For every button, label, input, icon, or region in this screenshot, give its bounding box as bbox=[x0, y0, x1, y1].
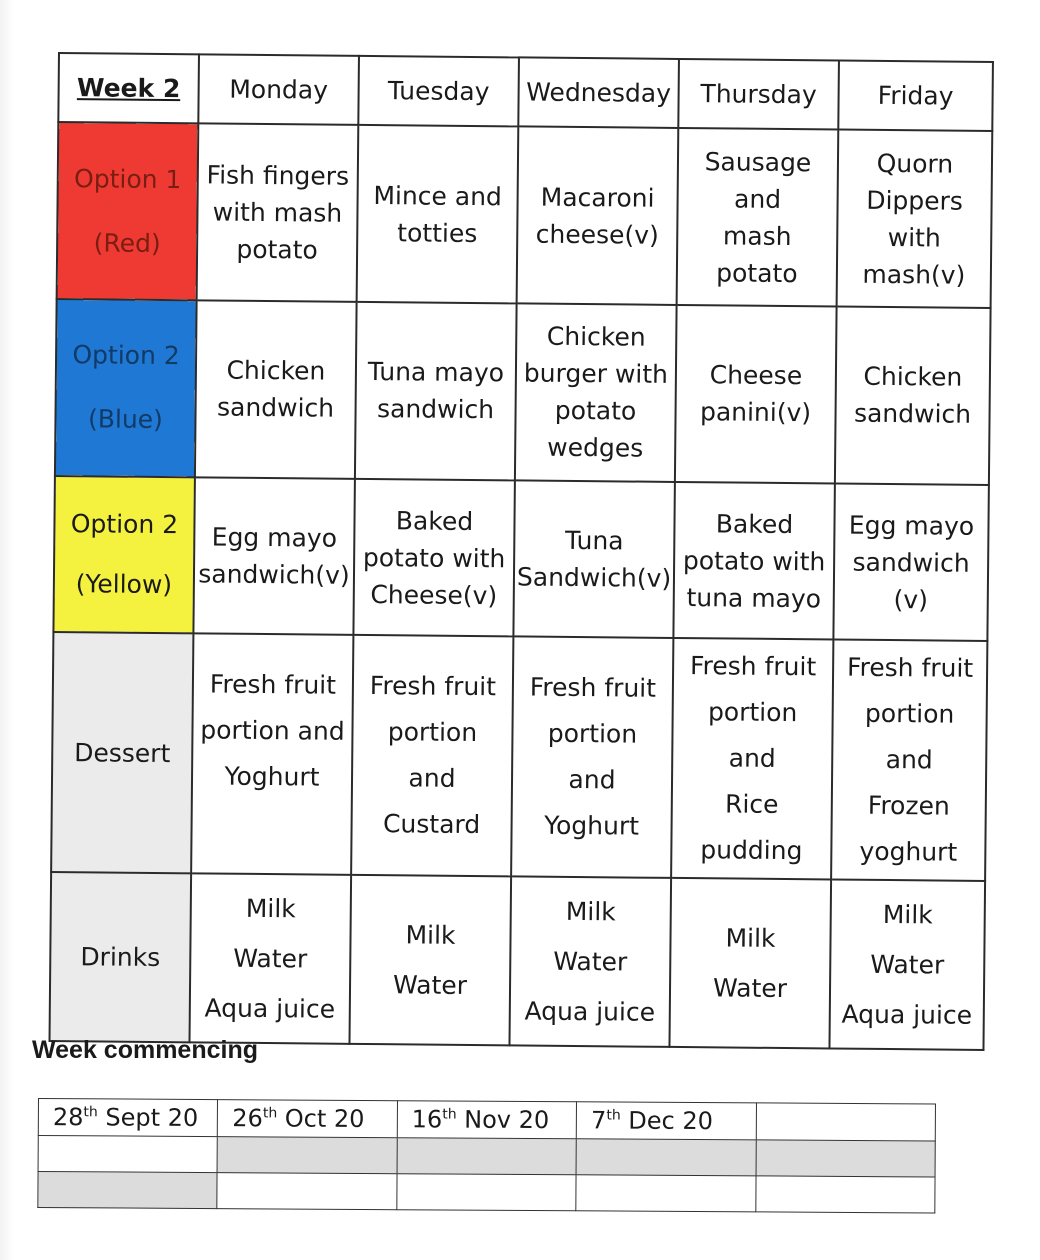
row-label: Option 2 (Blue) bbox=[72, 340, 180, 435]
date-suffix: th bbox=[606, 1107, 621, 1124]
blank-cell bbox=[576, 1139, 756, 1176]
date-rest: Oct 20 bbox=[277, 1104, 365, 1133]
menu-cell bbox=[195, 300, 357, 478]
row-label: Option 2 (Yellow) bbox=[70, 509, 179, 600]
meal-text: Cheese panini(v) bbox=[699, 360, 812, 428]
drinks-text: Milk Water bbox=[712, 923, 788, 1003]
blank-cell bbox=[397, 1138, 577, 1175]
meal-text: Mince and totties bbox=[373, 180, 503, 248]
dessert-text: Fresh fruit portion and Rice pudding bbox=[689, 651, 817, 866]
date-cell bbox=[576, 1102, 756, 1140]
date-rest: Nov 20 bbox=[456, 1105, 550, 1135]
menu-cell bbox=[353, 479, 514, 637]
meal-text: Tuna Sandwich(v) bbox=[516, 525, 672, 594]
day-label: Thursday bbox=[700, 79, 817, 110]
day-label: Monday bbox=[229, 74, 329, 105]
week-commencing-table-wrapper bbox=[37, 1098, 936, 1213]
date-day: 26 bbox=[232, 1104, 263, 1133]
blank-row bbox=[38, 1136, 935, 1177]
drinks-text: Milk Water Aqua juice bbox=[204, 893, 336, 1024]
menu-cell bbox=[833, 483, 988, 641]
meal-text: Baked potato with Cheese(v) bbox=[362, 505, 506, 610]
option-2-yellow-label bbox=[53, 476, 194, 634]
blank-row bbox=[38, 1172, 935, 1213]
blank-cell bbox=[576, 1175, 756, 1212]
date-suffix: th bbox=[442, 1106, 457, 1123]
option-2-blue-label bbox=[55, 299, 197, 477]
blank-cell bbox=[38, 1172, 218, 1209]
menu-cell bbox=[189, 874, 351, 1044]
drinks-text: Milk Water Aqua juice bbox=[524, 896, 656, 1027]
menu-cell bbox=[671, 638, 833, 879]
date-cell bbox=[756, 1103, 936, 1141]
date-day: 7 bbox=[590, 1106, 607, 1135]
menu-cell bbox=[193, 477, 354, 635]
meal-text: Egg mayo sandwich (v) bbox=[848, 510, 975, 614]
dessert-row bbox=[51, 632, 987, 881]
option-2-blue-row bbox=[55, 299, 991, 485]
dessert-text: Fresh fruit portion and Yoghurt bbox=[200, 669, 345, 838]
menu-cell bbox=[675, 305, 837, 483]
row-label: Option 1 (Red) bbox=[73, 163, 182, 258]
menu-cell bbox=[831, 640, 987, 881]
row-label: Dessert bbox=[74, 737, 171, 768]
menu-cell bbox=[669, 878, 831, 1048]
menu-cell bbox=[829, 880, 985, 1050]
menu-cell bbox=[349, 875, 511, 1045]
menu-cell bbox=[835, 306, 991, 484]
date-suffix: th bbox=[262, 1105, 278, 1122]
meal-text: Chicken sandwich bbox=[853, 362, 972, 430]
date-cell bbox=[397, 1101, 577, 1139]
date-rest: Sept 20 bbox=[97, 1103, 199, 1132]
blank-cell bbox=[38, 1136, 218, 1173]
menu-cell bbox=[511, 637, 673, 878]
dessert-text: Fresh fruit portion and Frozen yoghurt bbox=[846, 652, 974, 867]
day-header-tuesday bbox=[358, 56, 519, 127]
blank-cell bbox=[217, 1137, 397, 1174]
dessert-text: Fresh fruit portion and Yoghurt bbox=[529, 672, 657, 841]
date-cell bbox=[218, 1100, 398, 1138]
menu-cell bbox=[677, 128, 839, 306]
menu-cell bbox=[191, 634, 353, 875]
day-header-friday bbox=[838, 60, 993, 131]
row-label: Drinks bbox=[80, 942, 161, 973]
menu-cell bbox=[351, 635, 513, 876]
meal-text: Tuna mayo sandwich bbox=[367, 357, 505, 425]
day-header-wednesday bbox=[518, 57, 679, 128]
meal-text: Chicken burger with potato wedges bbox=[523, 322, 669, 464]
meal-text: Chicken sandwich bbox=[216, 356, 335, 424]
date-day: 28 bbox=[52, 1103, 84, 1132]
day-label: Friday bbox=[877, 80, 954, 111]
week-commencing-title: Week commencing bbox=[32, 1036, 259, 1064]
week-commencing-table bbox=[37, 1098, 936, 1213]
day-header-thursday bbox=[678, 59, 839, 130]
week-label-cell bbox=[58, 53, 199, 123]
menu-cell bbox=[509, 877, 671, 1047]
drinks-row bbox=[50, 872, 986, 1050]
dessert-text: Fresh fruit portion and Custard bbox=[369, 671, 497, 840]
day-label: Tuesday bbox=[387, 76, 490, 107]
drinks-text: Milk Water Aqua juice bbox=[841, 899, 973, 1030]
date-suffix: th bbox=[83, 1104, 98, 1121]
drinks-label bbox=[50, 872, 192, 1042]
date-day: 16 bbox=[411, 1105, 443, 1134]
meal-text: Egg mayo sandwich(v) bbox=[198, 522, 350, 590]
week-label: Week 2 bbox=[76, 73, 181, 104]
meal-text: Baked potato with tuna mayo bbox=[682, 508, 826, 613]
option-2-yellow-row bbox=[53, 476, 988, 641]
date-cell bbox=[38, 1099, 218, 1137]
lunch-menu-table bbox=[48, 52, 993, 1051]
day-label: Wednesday bbox=[526, 77, 672, 108]
menu-table-wrapper bbox=[48, 52, 991, 1051]
day-header-monday bbox=[198, 54, 359, 125]
scan-edge bbox=[0, 0, 14, 1260]
blank-cell bbox=[756, 1140, 936, 1177]
blank-cell bbox=[397, 1174, 577, 1211]
meal-text: Macaroni cheese(v) bbox=[535, 182, 659, 250]
header-row bbox=[58, 53, 993, 131]
drinks-text: Milk Water bbox=[392, 919, 468, 1000]
meal-text: Fish fingers with mash potato bbox=[206, 160, 350, 265]
menu-cell bbox=[837, 130, 993, 308]
meal-text: Sausage and mash potato bbox=[704, 146, 812, 288]
menu-cell bbox=[515, 303, 677, 481]
menu-cell bbox=[357, 125, 519, 303]
dessert-label bbox=[51, 632, 193, 873]
option-1-red-row bbox=[57, 122, 993, 308]
meal-text: Quorn Dippers with mash(v) bbox=[862, 148, 966, 290]
blank-cell bbox=[755, 1176, 935, 1213]
dates-row bbox=[38, 1099, 935, 1141]
menu-cell bbox=[197, 123, 359, 301]
menu-cell bbox=[517, 127, 679, 305]
menu-cell bbox=[355, 302, 517, 480]
blank-cell bbox=[217, 1173, 397, 1210]
menu-cell bbox=[673, 482, 834, 640]
date-rest: Dec 20 bbox=[620, 1106, 714, 1136]
menu-cell bbox=[513, 480, 674, 638]
option-1-red-label bbox=[57, 122, 199, 300]
